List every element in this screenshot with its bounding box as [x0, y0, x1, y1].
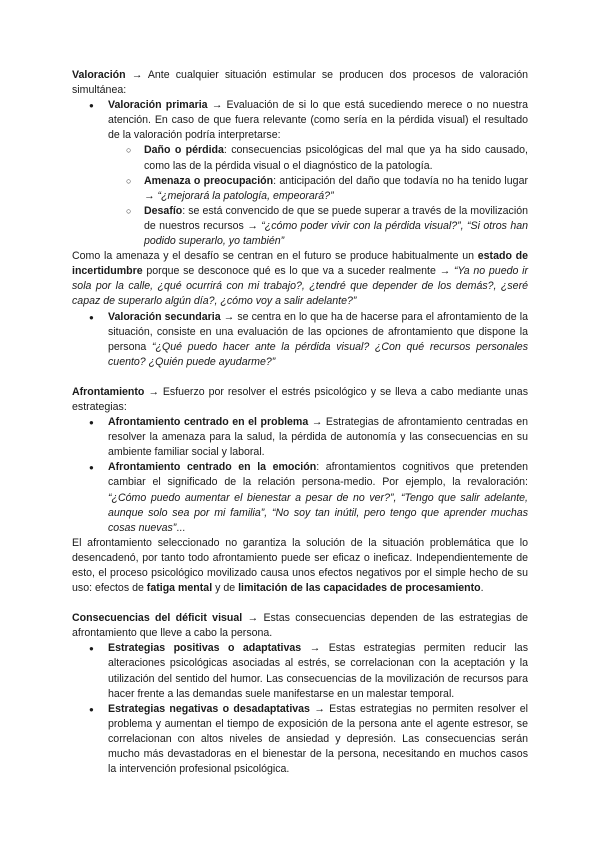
incertidumbre-paragraph [72, 249, 528, 309]
conclusion-mid: y de [212, 582, 239, 595]
amenaza-quote: “¿mejorará la patología, empeorará?” [157, 189, 334, 202]
centrado-problema-label: Afrontamiento centrado en el problema [108, 416, 309, 429]
estrategias-positivas-label: Estrategias positivas o adaptativas [108, 642, 302, 655]
conclusion-end: . [480, 582, 484, 595]
list-item-amenaza [108, 174, 528, 204]
consecuencias-list [72, 641, 528, 777]
valoracion-list [72, 98, 528, 249]
desafio-label: Desafío [144, 204, 183, 217]
centrado-emocion-label: Afrontamiento centrado en la emoción [108, 461, 317, 474]
limitacion-capacidades: limitación de las capacidades de procesamiento [238, 582, 481, 595]
valoracion-secundaria-quote: “¿Qué puedo hacer ante la pérdida visual? ¿Con qué recursos personales cuento? ¿Quién puede ayudarme?” [108, 340, 528, 368]
fatiga-mental: fatiga mental [146, 582, 213, 595]
valoracion-secundaria-label: Valoración secundaria [108, 310, 221, 323]
incertidumbre-bold: estado de incertidumbre [72, 250, 529, 278]
list-item-centrado-emocion [72, 460, 528, 535]
valoracion-paragraph [72, 68, 528, 98]
valoracion-heading: Valoración [72, 69, 126, 81]
afrontamiento-intro: → Esfuerzo por resolver el estrés psicológico y se lleva a cabo mediante unas estrategias: [72, 385, 528, 413]
afrontamiento-list [72, 415, 528, 536]
consecuencias-heading: Consecuencias del déficit visual [72, 612, 243, 625]
centrado-problema-text: → Estrategias de afrontamiento centradas en resolver la amenaza para la salud, la pérdida de autonomía y las consecuencias en su ambiente familiar social y laboral. [108, 416, 528, 459]
document-body [72, 68, 528, 777]
list-item-desafio [108, 204, 528, 249]
centrado-emocion-text: : afrontamientos cognitivos que pretenden cambiar el significado de la relación persona-medio. Por ejemplo, la revaloración: [108, 461, 528, 489]
estrategias-negativas-label: Estrategias negativas o desadaptativas [108, 702, 310, 715]
valoracion-intro: → Ante cualquier situación estimular se producen dos procesos de valoración simultánea: [72, 69, 528, 97]
amenaza-text: : anticipación del daño que todavía no ha tenido lugar → [144, 174, 528, 202]
afrontamiento-paragraph [72, 385, 528, 415]
list-item-estrategias-negativas [72, 702, 528, 777]
centrado-emocion-tail: ... [176, 521, 186, 534]
valoracion-secundaria-list [72, 310, 528, 370]
list-item-dano [108, 143, 528, 173]
incertidumbre-quote: “Ya no puedo ir sola por la calle, ¿qué ocurrirá con mi trabajo?, ¿tendré que depender de los demás?, ¿seré capaz de superarlo algún día?, ¿cómo voy a salir adelante?” [72, 265, 528, 308]
list-item-valoracion-secundaria [72, 310, 528, 370]
valoracion-primaria-text: → Evaluación de si lo que está sucediendo merece o no nuestra atención. En caso de que fuera relevante (como sería en la pérdida visual) el resultado de la valoración podría interpretarse: [108, 99, 528, 142]
afrontamiento-conclusion [72, 536, 528, 596]
centrado-emocion-quote: “¿Cómo puedo aumentar el bienestar a pesar de no ver?”, “Tengo que salir adelante, aunque solo sea por mi familia”, “No soy tan inútil, pero tengo que aprender muchas cosas nuevas” [108, 491, 528, 534]
amenaza-label: Amenaza o preocupación [144, 174, 274, 187]
estrategias-negativas-text: → Estas estrategias no permiten resolver el problema y aumentan el tiempo de exposición de la persona ante el agente estresor, se correlacionan con altos niveles de ansiedad y depresión. Las consecuencias serán mucho más devastadoras en el bienestar de la persona, necesitando en muchos casos la intervención profesional psicológica. [108, 702, 528, 776]
list-item-valoracion-primaria [72, 98, 528, 249]
list-item-estrategias-positivas [72, 641, 528, 701]
desafio-text: : se está convencido de que se puede superar a través de la movilización de nuestros recursos → [144, 204, 528, 232]
spacer [72, 370, 528, 385]
desafio-quote: “¿cómo poder vivir con la pérdida visual?”, “Si otros han podido superarlo, yo también” [144, 219, 528, 248]
estrategias-positivas-text: → Estas estrategias permiten reducir las alteraciones psicológicas asociadas al estrés, se correlacionan con la aceptación y la utilización del sentido del humor. Las consecuencias de la movilización de recursos para hacer frente a las demandas suele manifestarse en un malestar temporal. [108, 642, 528, 700]
valoracion-secundaria-text: → se centra en lo que ha de hacerse para el afrontamiento de la situación, consiste en una evaluación de las opciones de afrontamiento que dispone la persona [108, 310, 528, 353]
valoracion-primaria-sublist [108, 143, 528, 249]
consecuencias-intro: → Estas consecuencias dependen de las estrategias de afrontamiento que lleve a cabo la persona. [72, 612, 528, 640]
valoracion-primaria-label: Valoración primaria [108, 99, 208, 112]
incertidumbre-post: porque se desconoce qué es lo que va a suceder realmente → [142, 265, 454, 278]
incertidumbre-pre: Como la amenaza y el desafío se centran en el futuro se produce habitualmente un [72, 250, 478, 263]
list-item-centrado-problema [72, 415, 528, 460]
spacer [72, 596, 528, 611]
conclusion-pre: El afrontamiento seleccionado no garantiza la solución de la situación problemática que lo desencadenó, por tanto todo afrontamiento puede ser eficaz o ineficaz. Independientemente de esto, el proceso psicológico movilizado causa unos efectos negativos por el simple hecho de su uso: efectos de [72, 536, 528, 595]
afrontamiento-heading: Afrontamiento [72, 385, 145, 398]
consecuencias-paragraph [72, 611, 528, 641]
dano-text: : consecuencias psicológicas del mal que ya ha sido causado, como las de la pérdida visual o el diagnóstico de la patología. [144, 144, 528, 172]
dano-label: Daño o pérdida [144, 144, 224, 157]
